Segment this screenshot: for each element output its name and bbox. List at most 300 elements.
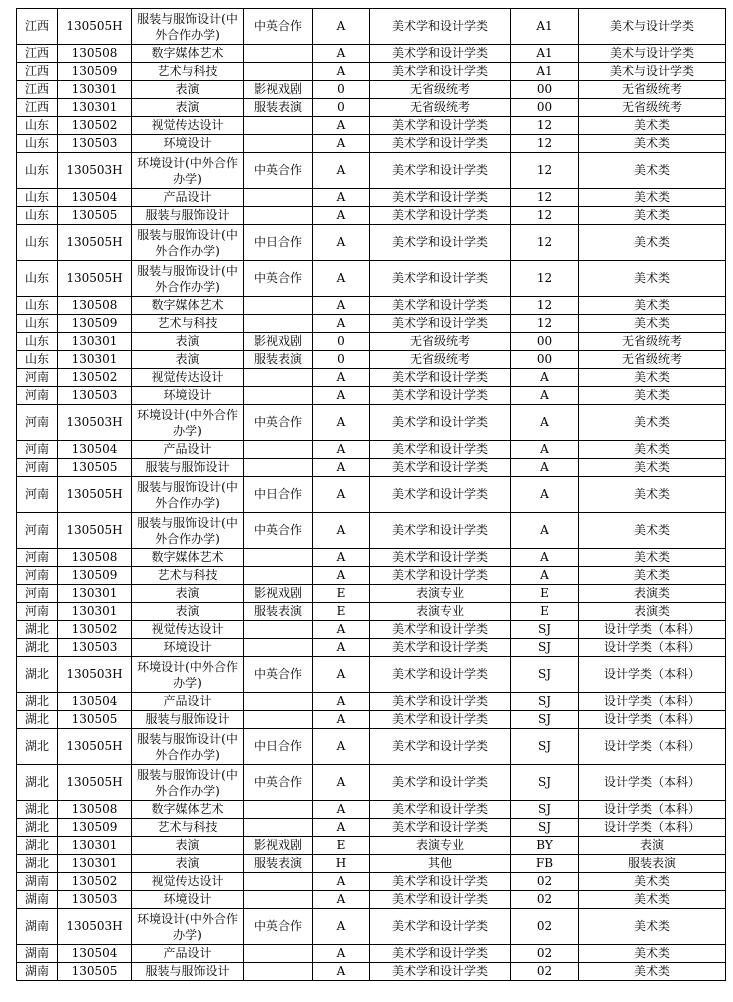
cooperation-cell: 中英合作 xyxy=(244,765,313,801)
category-name-cell: 美术学和设计学类 xyxy=(370,261,511,297)
province-cell: 湖北 xyxy=(17,819,58,837)
province-cell: 湖南 xyxy=(17,909,58,945)
province-category-name-cell: 美术类 xyxy=(579,513,726,549)
province-category-name-cell: 美术与设计学类 xyxy=(579,9,726,45)
category-code-cell: 0 xyxy=(313,333,370,351)
table-row xyxy=(17,459,726,477)
province-cell: 山东 xyxy=(17,333,58,351)
major-name-cell: 环境设计(中外合作办学) xyxy=(132,909,244,945)
category-code-cell: H xyxy=(313,855,370,873)
table-row xyxy=(17,693,726,711)
category-name-cell: 美术学和设计学类 xyxy=(370,135,511,153)
province-category-name-cell: 美术类 xyxy=(579,549,726,567)
category-code-cell: A xyxy=(313,207,370,225)
category-name-cell: 美术学和设计学类 xyxy=(370,891,511,909)
category-name-cell: 美术学和设计学类 xyxy=(370,639,511,657)
major-code-cell: 130509 xyxy=(58,819,132,837)
province-cell: 河南 xyxy=(17,477,58,513)
cooperation-cell xyxy=(244,819,313,837)
major-code-cell: 130503H xyxy=(58,657,132,693)
major-name-cell: 环境设计 xyxy=(132,135,244,153)
major-name-cell: 数字媒体艺术 xyxy=(132,801,244,819)
table-row xyxy=(17,333,726,351)
category-code-cell: 0 xyxy=(313,81,370,99)
category-name-cell: 美术学和设计学类 xyxy=(370,729,511,765)
major-code-cell: 130504 xyxy=(58,189,132,207)
province-cell: 湖南 xyxy=(17,873,58,891)
major-code-cell: 130301 xyxy=(58,603,132,621)
province-category-name-cell: 美术类 xyxy=(579,459,726,477)
major-name-cell: 艺术与科技 xyxy=(132,315,244,333)
table-row xyxy=(17,819,726,837)
category-code-cell: E xyxy=(313,837,370,855)
cooperation-cell xyxy=(244,63,313,81)
province-category-code-cell: SJ xyxy=(511,819,579,837)
major-name-cell: 环境设计(中外合作办学) xyxy=(132,153,244,189)
major-name-cell: 环境设计 xyxy=(132,387,244,405)
province-cell: 湖南 xyxy=(17,963,58,981)
table-row xyxy=(17,765,726,801)
province-category-code-cell: 02 xyxy=(511,945,579,963)
table-row xyxy=(17,117,726,135)
cooperation-cell xyxy=(244,621,313,639)
province-cell: 河南 xyxy=(17,441,58,459)
cooperation-cell: 中日合作 xyxy=(244,477,313,513)
province-category-name-cell: 美术类 xyxy=(579,477,726,513)
cooperation-cell xyxy=(244,801,313,819)
major-code-cell: 130301 xyxy=(58,351,132,369)
cooperation-cell xyxy=(244,549,313,567)
category-name-cell: 无省级统考 xyxy=(370,81,511,99)
province-category-name-cell: 设计学类（本科） xyxy=(579,693,726,711)
province-cell: 江西 xyxy=(17,99,58,117)
major-code-cell: 130502 xyxy=(58,369,132,387)
cooperation-cell: 影视戏剧 xyxy=(244,81,313,99)
table-row xyxy=(17,135,726,153)
category-name-cell: 美术学和设计学类 xyxy=(370,117,511,135)
major-name-cell: 数字媒体艺术 xyxy=(132,549,244,567)
category-name-cell: 美术学和设计学类 xyxy=(370,657,511,693)
category-name-cell: 美术学和设计学类 xyxy=(370,153,511,189)
major-name-cell: 服装与服饰设计(中外合作办学) xyxy=(132,477,244,513)
province-category-code-cell: 00 xyxy=(511,333,579,351)
table-row xyxy=(17,45,726,63)
major-name-cell: 数字媒体艺术 xyxy=(132,297,244,315)
category-code-cell: A xyxy=(313,135,370,153)
major-code-cell: 130509 xyxy=(58,567,132,585)
province-cell: 山东 xyxy=(17,117,58,135)
category-name-cell: 美术学和设计学类 xyxy=(370,387,511,405)
cooperation-cell xyxy=(244,369,313,387)
category-code-cell: A xyxy=(313,945,370,963)
category-code-cell: E xyxy=(313,603,370,621)
province-category-name-cell: 美术类 xyxy=(579,405,726,441)
cooperation-cell xyxy=(244,963,313,981)
cooperation-cell xyxy=(244,117,313,135)
major-code-cell: 130505H xyxy=(58,765,132,801)
table-row xyxy=(17,387,726,405)
table-row xyxy=(17,621,726,639)
major-name-cell: 环境设计(中外合作办学) xyxy=(132,405,244,441)
category-code-cell: A xyxy=(313,711,370,729)
major-name-cell: 艺术与科技 xyxy=(132,819,244,837)
category-name-cell: 表演专业 xyxy=(370,837,511,855)
province-category-name-cell: 设计学类（本科） xyxy=(579,729,726,765)
province-cell: 湖北 xyxy=(17,621,58,639)
cooperation-cell: 中英合作 xyxy=(244,405,313,441)
table-row xyxy=(17,963,726,981)
major-name-cell: 服装与服饰设计(中外合作办学) xyxy=(132,9,244,45)
province-category-code-cell: A xyxy=(511,459,579,477)
table-row xyxy=(17,261,726,297)
major-code-cell: 130502 xyxy=(58,117,132,135)
cooperation-cell: 影视戏剧 xyxy=(244,333,313,351)
category-code-cell: 0 xyxy=(313,99,370,117)
major-code-cell: 130508 xyxy=(58,549,132,567)
table-row xyxy=(17,639,726,657)
major-name-cell: 产品设计 xyxy=(132,189,244,207)
major-name-cell: 产品设计 xyxy=(132,441,244,459)
table-row xyxy=(17,153,726,189)
major-code-cell: 130502 xyxy=(58,621,132,639)
province-cell: 河南 xyxy=(17,459,58,477)
table-row xyxy=(17,9,726,45)
table-row xyxy=(17,873,726,891)
category-code-cell: A xyxy=(313,621,370,639)
province-cell: 湖北 xyxy=(17,711,58,729)
major-name-cell: 视觉传达设计 xyxy=(132,369,244,387)
table-row xyxy=(17,729,726,765)
cooperation-cell xyxy=(244,693,313,711)
province-category-name-cell: 美术类 xyxy=(579,909,726,945)
province-category-code-cell: 12 xyxy=(511,315,579,333)
table-row xyxy=(17,99,726,117)
province-category-name-cell: 表演类 xyxy=(579,603,726,621)
major-name-cell: 服装与服饰设计 xyxy=(132,963,244,981)
major-name-cell: 表演 xyxy=(132,81,244,99)
province-category-name-cell: 美术类 xyxy=(579,135,726,153)
cooperation-cell xyxy=(244,441,313,459)
table-row xyxy=(17,585,726,603)
province-category-name-cell: 服装表演 xyxy=(579,855,726,873)
province-cell: 江西 xyxy=(17,45,58,63)
category-code-cell: A xyxy=(313,513,370,549)
province-category-name-cell: 美术类 xyxy=(579,153,726,189)
cooperation-cell: 中英合作 xyxy=(244,261,313,297)
province-category-name-cell: 无省级统考 xyxy=(579,333,726,351)
major-name-cell: 服装与服饰设计(中外合作办学) xyxy=(132,765,244,801)
province-cell: 河南 xyxy=(17,513,58,549)
category-name-cell: 美术学和设计学类 xyxy=(370,711,511,729)
category-name-cell: 美术学和设计学类 xyxy=(370,621,511,639)
province-cell: 湖南 xyxy=(17,891,58,909)
major-code-cell: 130505H xyxy=(58,261,132,297)
category-code-cell: E xyxy=(313,585,370,603)
category-code-cell: A xyxy=(313,801,370,819)
province-cell: 湖北 xyxy=(17,801,58,819)
province-cell: 湖北 xyxy=(17,693,58,711)
category-name-cell: 美术学和设计学类 xyxy=(370,459,511,477)
cooperation-cell: 服装表演 xyxy=(244,603,313,621)
province-cell: 江西 xyxy=(17,81,58,99)
major-name-cell: 表演 xyxy=(132,333,244,351)
province-cell: 河南 xyxy=(17,603,58,621)
province-cell: 河南 xyxy=(17,369,58,387)
major-name-cell: 视觉传达设计 xyxy=(132,621,244,639)
major-code-cell: 130505H xyxy=(58,729,132,765)
category-code-cell: A xyxy=(313,45,370,63)
province-cell: 河南 xyxy=(17,405,58,441)
major-name-cell: 服装与服饰设计 xyxy=(132,459,244,477)
admissions-table xyxy=(16,8,726,981)
category-code-cell: A xyxy=(313,9,370,45)
province-category-name-cell: 美术类 xyxy=(579,315,726,333)
major-code-cell: 130505 xyxy=(58,207,132,225)
province-category-code-cell: 12 xyxy=(511,135,579,153)
province-cell: 湖北 xyxy=(17,729,58,765)
category-code-cell: A xyxy=(313,63,370,81)
province-category-name-cell: 表演类 xyxy=(579,585,726,603)
major-code-cell: 130504 xyxy=(58,441,132,459)
province-category-name-cell: 设计学类（本科） xyxy=(579,639,726,657)
category-code-cell: A xyxy=(313,873,370,891)
category-code-cell: A xyxy=(313,477,370,513)
table-row xyxy=(17,351,726,369)
province-category-name-cell: 美术类 xyxy=(579,873,726,891)
major-code-cell: 130504 xyxy=(58,945,132,963)
table-row xyxy=(17,801,726,819)
table-row xyxy=(17,549,726,567)
category-name-cell: 美术学和设计学类 xyxy=(370,225,511,261)
province-category-code-cell: SJ xyxy=(511,693,579,711)
major-name-cell: 服装与服饰设计(中外合作办学) xyxy=(132,513,244,549)
major-name-cell: 环境设计 xyxy=(132,891,244,909)
major-code-cell: 130503 xyxy=(58,135,132,153)
province-category-name-cell: 美术类 xyxy=(579,297,726,315)
cooperation-cell xyxy=(244,567,313,585)
major-code-cell: 130301 xyxy=(58,81,132,99)
province-cell: 湖南 xyxy=(17,945,58,963)
table-row xyxy=(17,189,726,207)
table-row xyxy=(17,603,726,621)
table-row xyxy=(17,477,726,513)
table-row xyxy=(17,441,726,459)
province-cell: 湖北 xyxy=(17,657,58,693)
province-category-code-cell: SJ xyxy=(511,657,579,693)
province-cell: 湖北 xyxy=(17,765,58,801)
province-category-name-cell: 设计学类（本科） xyxy=(579,711,726,729)
province-category-code-cell: 12 xyxy=(511,117,579,135)
cooperation-cell: 中英合作 xyxy=(244,513,313,549)
major-name-cell: 表演 xyxy=(132,603,244,621)
province-category-code-cell: A1 xyxy=(511,9,579,45)
province-category-name-cell: 设计学类（本科） xyxy=(579,819,726,837)
province-category-code-cell: SJ xyxy=(511,621,579,639)
province-category-name-cell: 美术类 xyxy=(579,387,726,405)
category-name-cell: 美术学和设计学类 xyxy=(370,945,511,963)
major-code-cell: 130505H xyxy=(58,9,132,45)
category-name-cell: 无省级统考 xyxy=(370,333,511,351)
major-code-cell: 130301 xyxy=(58,333,132,351)
major-code-cell: 130301 xyxy=(58,99,132,117)
major-name-cell: 产品设计 xyxy=(132,693,244,711)
province-category-code-cell: 12 xyxy=(511,153,579,189)
major-name-cell: 表演 xyxy=(132,837,244,855)
province-category-code-cell: 12 xyxy=(511,297,579,315)
table-row xyxy=(17,513,726,549)
cooperation-cell xyxy=(244,189,313,207)
province-category-name-cell: 美术类 xyxy=(579,261,726,297)
category-name-cell: 美术学和设计学类 xyxy=(370,909,511,945)
province-category-code-cell: 12 xyxy=(511,225,579,261)
cooperation-cell xyxy=(244,297,313,315)
category-name-cell: 表演专业 xyxy=(370,585,511,603)
province-category-code-cell: 02 xyxy=(511,909,579,945)
major-code-cell: 130301 xyxy=(58,585,132,603)
table-row xyxy=(17,891,726,909)
category-code-cell: A xyxy=(313,567,370,585)
category-name-cell: 其他 xyxy=(370,855,511,873)
major-code-cell: 130508 xyxy=(58,45,132,63)
province-cell: 湖北 xyxy=(17,837,58,855)
category-code-cell: A xyxy=(313,297,370,315)
province-category-name-cell: 设计学类（本科） xyxy=(579,765,726,801)
cooperation-cell: 中日合作 xyxy=(244,729,313,765)
province-cell: 河南 xyxy=(17,549,58,567)
province-category-name-cell: 美术与设计学类 xyxy=(579,63,726,81)
category-code-cell: A xyxy=(313,261,370,297)
province-category-code-cell: SJ xyxy=(511,639,579,657)
table-row xyxy=(17,225,726,261)
province-cell: 河南 xyxy=(17,585,58,603)
province-category-name-cell: 美术类 xyxy=(579,189,726,207)
province-cell: 山东 xyxy=(17,135,58,153)
province-category-name-cell: 美术与设计学类 xyxy=(579,45,726,63)
province-category-code-cell: A xyxy=(511,369,579,387)
province-category-code-cell: A1 xyxy=(511,45,579,63)
category-name-cell: 美术学和设计学类 xyxy=(370,477,511,513)
major-name-cell: 表演 xyxy=(132,99,244,117)
major-name-cell: 服装与服饰设计(中外合作办学) xyxy=(132,729,244,765)
category-code-cell: A xyxy=(313,819,370,837)
cooperation-cell: 中英合作 xyxy=(244,153,313,189)
table-row xyxy=(17,567,726,585)
major-name-cell: 服装与服饰设计(中外合作办学) xyxy=(132,261,244,297)
province-category-code-cell: 12 xyxy=(511,189,579,207)
major-code-cell: 130503H xyxy=(58,909,132,945)
province-category-code-cell: A1 xyxy=(511,63,579,81)
cooperation-cell: 影视戏剧 xyxy=(244,837,313,855)
cooperation-cell xyxy=(244,711,313,729)
category-name-cell: 美术学和设计学类 xyxy=(370,189,511,207)
cooperation-cell: 中英合作 xyxy=(244,9,313,45)
category-name-cell: 美术学和设计学类 xyxy=(370,405,511,441)
cooperation-cell: 中英合作 xyxy=(244,909,313,945)
category-code-cell: A xyxy=(313,693,370,711)
category-name-cell: 无省级统考 xyxy=(370,351,511,369)
cooperation-cell: 服装表演 xyxy=(244,99,313,117)
province-category-code-cell: 02 xyxy=(511,963,579,981)
category-code-cell: A xyxy=(313,765,370,801)
major-code-cell: 130505H xyxy=(58,513,132,549)
province-category-code-cell: SJ xyxy=(511,729,579,765)
table-row xyxy=(17,909,726,945)
province-category-name-cell: 美术类 xyxy=(579,207,726,225)
province-category-name-cell: 美术类 xyxy=(579,441,726,459)
province-category-code-cell: 12 xyxy=(511,207,579,225)
category-name-cell: 美术学和设计学类 xyxy=(370,441,511,459)
province-cell: 山东 xyxy=(17,351,58,369)
cooperation-cell xyxy=(244,639,313,657)
major-name-cell: 数字媒体艺术 xyxy=(132,45,244,63)
province-category-code-cell: A xyxy=(511,387,579,405)
cooperation-cell: 服装表演 xyxy=(244,351,313,369)
cooperation-cell: 中日合作 xyxy=(244,225,313,261)
category-name-cell: 美术学和设计学类 xyxy=(370,567,511,585)
category-name-cell: 美术学和设计学类 xyxy=(370,801,511,819)
cooperation-cell xyxy=(244,945,313,963)
major-name-cell: 表演 xyxy=(132,855,244,873)
province-category-code-cell: SJ xyxy=(511,765,579,801)
category-name-cell: 美术学和设计学类 xyxy=(370,45,511,63)
category-name-cell: 美术学和设计学类 xyxy=(370,963,511,981)
major-code-cell: 130301 xyxy=(58,837,132,855)
major-code-cell: 130508 xyxy=(58,801,132,819)
major-name-cell: 服装与服饰设计 xyxy=(132,711,244,729)
major-code-cell: 130505 xyxy=(58,711,132,729)
major-name-cell: 产品设计 xyxy=(132,945,244,963)
province-cell: 江西 xyxy=(17,9,58,45)
cooperation-cell xyxy=(244,207,313,225)
category-code-cell: A xyxy=(313,117,370,135)
category-code-cell: A xyxy=(313,315,370,333)
major-code-cell: 130505 xyxy=(58,459,132,477)
major-code-cell: 130508 xyxy=(58,297,132,315)
cooperation-cell xyxy=(244,459,313,477)
province-category-code-cell: 12 xyxy=(511,261,579,297)
major-name-cell: 表演 xyxy=(132,351,244,369)
table-row xyxy=(17,855,726,873)
category-name-cell: 美术学和设计学类 xyxy=(370,513,511,549)
province-category-name-cell: 美术类 xyxy=(579,891,726,909)
province-category-code-cell: E xyxy=(511,603,579,621)
province-category-code-cell: 00 xyxy=(511,99,579,117)
province-category-code-cell: 02 xyxy=(511,873,579,891)
major-name-cell: 视觉传达设计 xyxy=(132,873,244,891)
major-code-cell: 130503 xyxy=(58,387,132,405)
province-cell: 山东 xyxy=(17,207,58,225)
category-code-cell: A xyxy=(313,909,370,945)
table-row xyxy=(17,657,726,693)
province-cell: 山东 xyxy=(17,153,58,189)
category-code-cell: A xyxy=(313,729,370,765)
category-name-cell: 美术学和设计学类 xyxy=(370,549,511,567)
major-code-cell: 130503 xyxy=(58,891,132,909)
category-name-cell: 美术学和设计学类 xyxy=(370,693,511,711)
category-code-cell: A xyxy=(313,441,370,459)
province-category-name-cell: 美术类 xyxy=(579,963,726,981)
category-name-cell: 美术学和设计学类 xyxy=(370,297,511,315)
major-name-cell: 艺术与科技 xyxy=(132,567,244,585)
major-code-cell: 130504 xyxy=(58,693,132,711)
major-code-cell: 130509 xyxy=(58,63,132,81)
table-row xyxy=(17,81,726,99)
major-code-cell: 130509 xyxy=(58,315,132,333)
province-cell: 河南 xyxy=(17,567,58,585)
province-category-name-cell: 美术类 xyxy=(579,369,726,387)
category-code-cell: 0 xyxy=(313,351,370,369)
province-category-code-cell: A xyxy=(511,441,579,459)
